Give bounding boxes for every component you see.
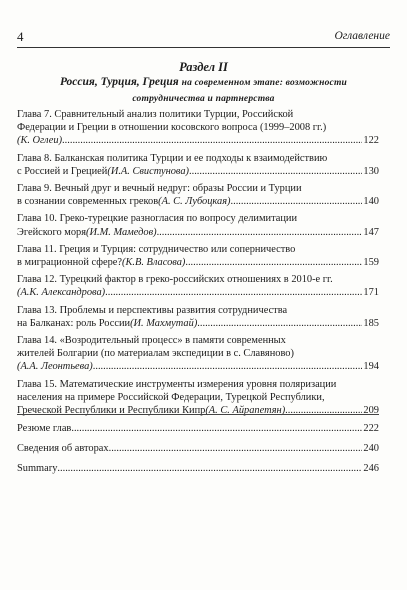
toc-entry-chapter-9[interactable] <box>17 182 379 208</box>
toc-entry-author: (К. Оглеи) <box>17 135 63 147</box>
toc-entry-summary[interactable] <box>17 462 379 475</box>
toc-entry-page: 130 <box>363 165 379 177</box>
toc-entry-text: Глава 7. Сравнительный анализ политики Турции, Российской <box>17 109 294 120</box>
dot-leader <box>71 422 362 435</box>
dot-leader <box>93 360 363 373</box>
toc-entry-label: Резюме глав <box>17 423 72 434</box>
toc-entry-text: с Россией и Грецией <box>17 165 108 177</box>
toc-entry-author: (И. Махмутай) <box>130 317 198 329</box>
toc-entry-page: 159 <box>363 257 379 269</box>
toc-entry-chapter-10[interactable] <box>17 212 379 238</box>
toc-entry-page: 122 <box>363 135 379 147</box>
toc-entry-author: (К.В. Власова) <box>122 257 186 269</box>
toc-entry-page: 246 <box>363 463 379 475</box>
toc-entry-text: Глава 10. Греко-турецкие разногласия по вопросу делимитации <box>17 213 298 225</box>
toc-entry-page: 140 <box>363 196 379 208</box>
toc-entry-chapter-12[interactable] <box>17 273 379 299</box>
toc-entry-page: 171 <box>363 287 379 299</box>
toc-entry-author: (И.А. Свистунова) <box>107 165 190 177</box>
toc-entry-chapter-14[interactable] <box>17 334 379 374</box>
toc-entry-text: Федерации и Греции в отношении косовского вопроса (1999–2008 гг.) <box>17 122 327 134</box>
toc-entry-author: (А. С. Айрапетян) <box>205 405 286 417</box>
dot-leader <box>157 226 363 239</box>
toc-entry-page: 185 <box>363 317 379 329</box>
toc-entry-label: Summary <box>17 463 58 475</box>
dot-leader <box>185 256 362 269</box>
toc-entry-authors[interactable] <box>17 442 379 455</box>
toc-entry-text: Глава 13. Проблемы и перспективы развития сотрудничества <box>17 304 288 316</box>
toc-entry-text: Глава 11. Греция и Турция: сотрудничество или соперничество <box>17 243 296 255</box>
dot-leader <box>285 404 362 417</box>
dot-leader <box>62 134 362 147</box>
section-heading <box>17 60 390 107</box>
toc-entry-chapter-15[interactable] <box>17 378 379 418</box>
toc-entry-author: (А. С. Лубоцкая) <box>158 196 231 208</box>
appendix-list <box>17 422 379 483</box>
toc-entry-chapter-7[interactable] <box>17 108 379 148</box>
toc-entry-author: (И.М. Мамедов) <box>86 226 157 238</box>
toc-entry-text: Эгейского моря <box>17 226 87 238</box>
dot-leader <box>57 462 362 475</box>
toc-entry-chapter-13[interactable] <box>17 304 379 330</box>
toc-entry-text: на Балканах: роль России <box>17 317 131 329</box>
toc-entry-page: 222 <box>363 423 379 434</box>
section-subtitle-lead: Россия, Турция, Греция <box>59 76 179 88</box>
toc-entry-page: 194 <box>363 361 379 373</box>
toc-entry-page: 209 <box>363 405 379 417</box>
toc-entry-summaries[interactable] <box>17 422 379 435</box>
toc-entry-text: жителей Болгарии (по материалам экспедиции в с. Славяново) <box>17 348 294 360</box>
page-header <box>17 29 390 48</box>
dot-leader <box>197 317 362 330</box>
section-subtitle-smallcaps: на современном этапе <box>181 78 280 88</box>
toc-entry-text: населения на примере Российской Федерации, Турецкой Республики, <box>17 391 325 403</box>
toc-entry-author: (А.А. Леонтьева) <box>17 361 93 373</box>
toc-entry-text: Глава 15. Математические инструменты измерения уровня поляризации <box>17 378 337 390</box>
dot-leader <box>189 165 362 178</box>
section-divider <box>17 414 379 415</box>
toc-entry-text: Глава 8. Балканская политика Турции и ее подходы к взаимодействию <box>17 152 328 164</box>
toc-entry-text: Глава 12. Турецкий фактор в греко-российских отношениях в 2010-е гг. <box>17 274 333 286</box>
dot-leader <box>105 286 362 299</box>
dot-leader <box>109 442 363 455</box>
section-subtitle-mid: : возможности <box>279 78 348 88</box>
toc-entry-author: (А.К. Александрова) <box>17 287 106 299</box>
dot-leader <box>231 195 363 208</box>
section-title: Раздел II <box>179 60 228 74</box>
section-subtitle <box>17 75 390 107</box>
toc-entry-page: 147 <box>363 226 379 238</box>
toc-entry-text: Глава 14. «Возродительный процесс» в памяти современных <box>17 335 286 347</box>
chapter-list <box>17 108 379 421</box>
toc-entry-chapter-8[interactable] <box>17 152 379 178</box>
running-title: Оглавление <box>334 30 390 42</box>
toc-entry-text: в миграционной сфере? <box>17 257 123 269</box>
toc-entry-label: Сведения об авторах <box>17 443 109 455</box>
toc-entry-text: в сознании современных греков <box>17 196 159 208</box>
toc-entry-chapter-11[interactable] <box>17 243 379 269</box>
toc-entry-text: Греческой Республики и Республики Кипр <box>17 405 206 417</box>
toc-entry-page: 240 <box>363 443 379 455</box>
page-number: 4 <box>17 29 24 44</box>
section-subtitle-line2: сотрудничества и партнерства <box>132 94 275 104</box>
toc-entry-text: Глава 9. Вечный друг и вечный недруг: образы России и Турции <box>17 183 302 195</box>
